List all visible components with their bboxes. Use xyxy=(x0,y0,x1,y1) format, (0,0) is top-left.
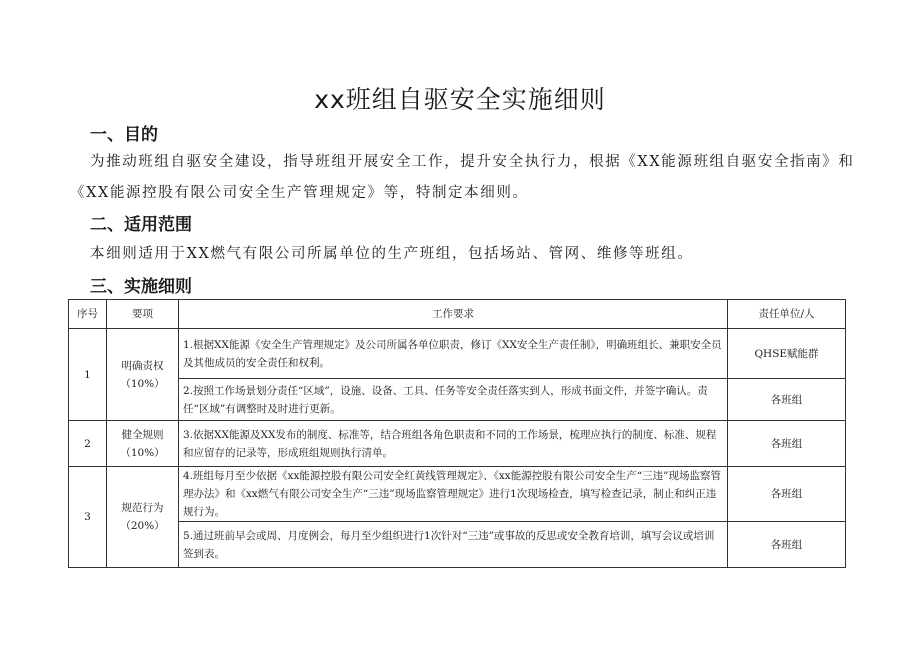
item-label: 规范行为 xyxy=(121,502,164,514)
item-weight: （20%） xyxy=(120,520,165,532)
responsible-cell: 各班组 xyxy=(728,421,846,467)
item-label: 明确责权 xyxy=(121,359,164,372)
requirement-cell: 4.班组每月至少依据《xx能源控股有限公司安全红黄线管理规定》、《xx能源控股有限公司安全生产“三违”现场监察管理办法》和《xx燃气有限公司安全生产“三违”现场监察管理规定》进行1次现场检查，填写检查记录，制止和纠正违规行为。 xyxy=(179,467,728,522)
section-heading-purpose: 一、目的 xyxy=(90,125,158,145)
table-row xyxy=(69,329,846,379)
table-row xyxy=(69,421,846,467)
purpose-paragraph-line-1: 为推动班组自驱安全建设，指导班组开展安全工作，提升安全执行力，根据《XX能源班组自驱安全指南》和 xyxy=(90,154,855,170)
purpose-paragraph-line-2: 《XX能源控股有限公司安全生产管理规定》等，特制定本细则。 xyxy=(70,185,529,201)
row-item xyxy=(107,421,179,467)
table-header-row xyxy=(69,300,846,329)
scope-paragraph: 本细则适用于XX燃气有限公司所属单位的生产班组，包括场站、管网、维修等班组。 xyxy=(90,246,694,262)
item-label: 健全规则 xyxy=(121,428,164,441)
row-seq: 2 xyxy=(69,421,107,467)
table-row xyxy=(69,379,846,421)
rules-table xyxy=(68,299,846,568)
item-weight: （10%） xyxy=(120,377,165,390)
responsible-cell: QHSE赋能群 xyxy=(728,329,846,379)
row-item xyxy=(107,329,179,421)
document-title: xx班组自驱安全实施细则 xyxy=(314,85,606,114)
table-row xyxy=(69,522,846,568)
responsible-cell: 各班组 xyxy=(728,522,846,568)
table-row xyxy=(69,467,846,522)
row-seq: 3 xyxy=(69,467,107,568)
requirement-cell: 5.通过班前早会或周、月度例会，每月至少组织进行1次针对“三违”或事故的反思或安全教育培训，填写会议或培训签到表。 xyxy=(179,522,728,568)
responsible-cell: 各班组 xyxy=(728,467,846,522)
header-requirement: 工作要求 xyxy=(179,300,728,329)
section-heading-scope: 二、适用范围 xyxy=(90,215,192,235)
header-item: 要项 xyxy=(107,300,179,329)
header-responsible: 责任单位/人 xyxy=(728,300,846,329)
row-item xyxy=(107,467,179,568)
requirement-cell: 3.依据XX能源及XX发布的制度、标准等，结合班组各角色职责和不同的工作场景，梳理应执行的制度、标准、规程和应留存的记录等，形成班组规则执行清单。 xyxy=(179,421,728,467)
item-weight: （10%） xyxy=(120,446,165,459)
requirement-cell: 2.按照工作场景划分责任“区域”，设施、设备、工具、任务等安全责任落实到人，形成书面文件，并签字确认。责任“区域”有调整时及时进行更新。 xyxy=(179,379,728,421)
section-heading-rules: 三、实施细则 xyxy=(90,277,192,297)
requirement-cell: 1.根据XX能源《安全生产管理规定》及公司所属各单位职责，修订《XX安全生产责任制》，明确班组长、兼职安全员及其他成员的安全责任和权利。 xyxy=(179,329,728,379)
row-seq: 1 xyxy=(69,329,107,421)
responsible-cell: 各班组 xyxy=(728,379,846,421)
header-seq: 序号 xyxy=(69,300,107,329)
